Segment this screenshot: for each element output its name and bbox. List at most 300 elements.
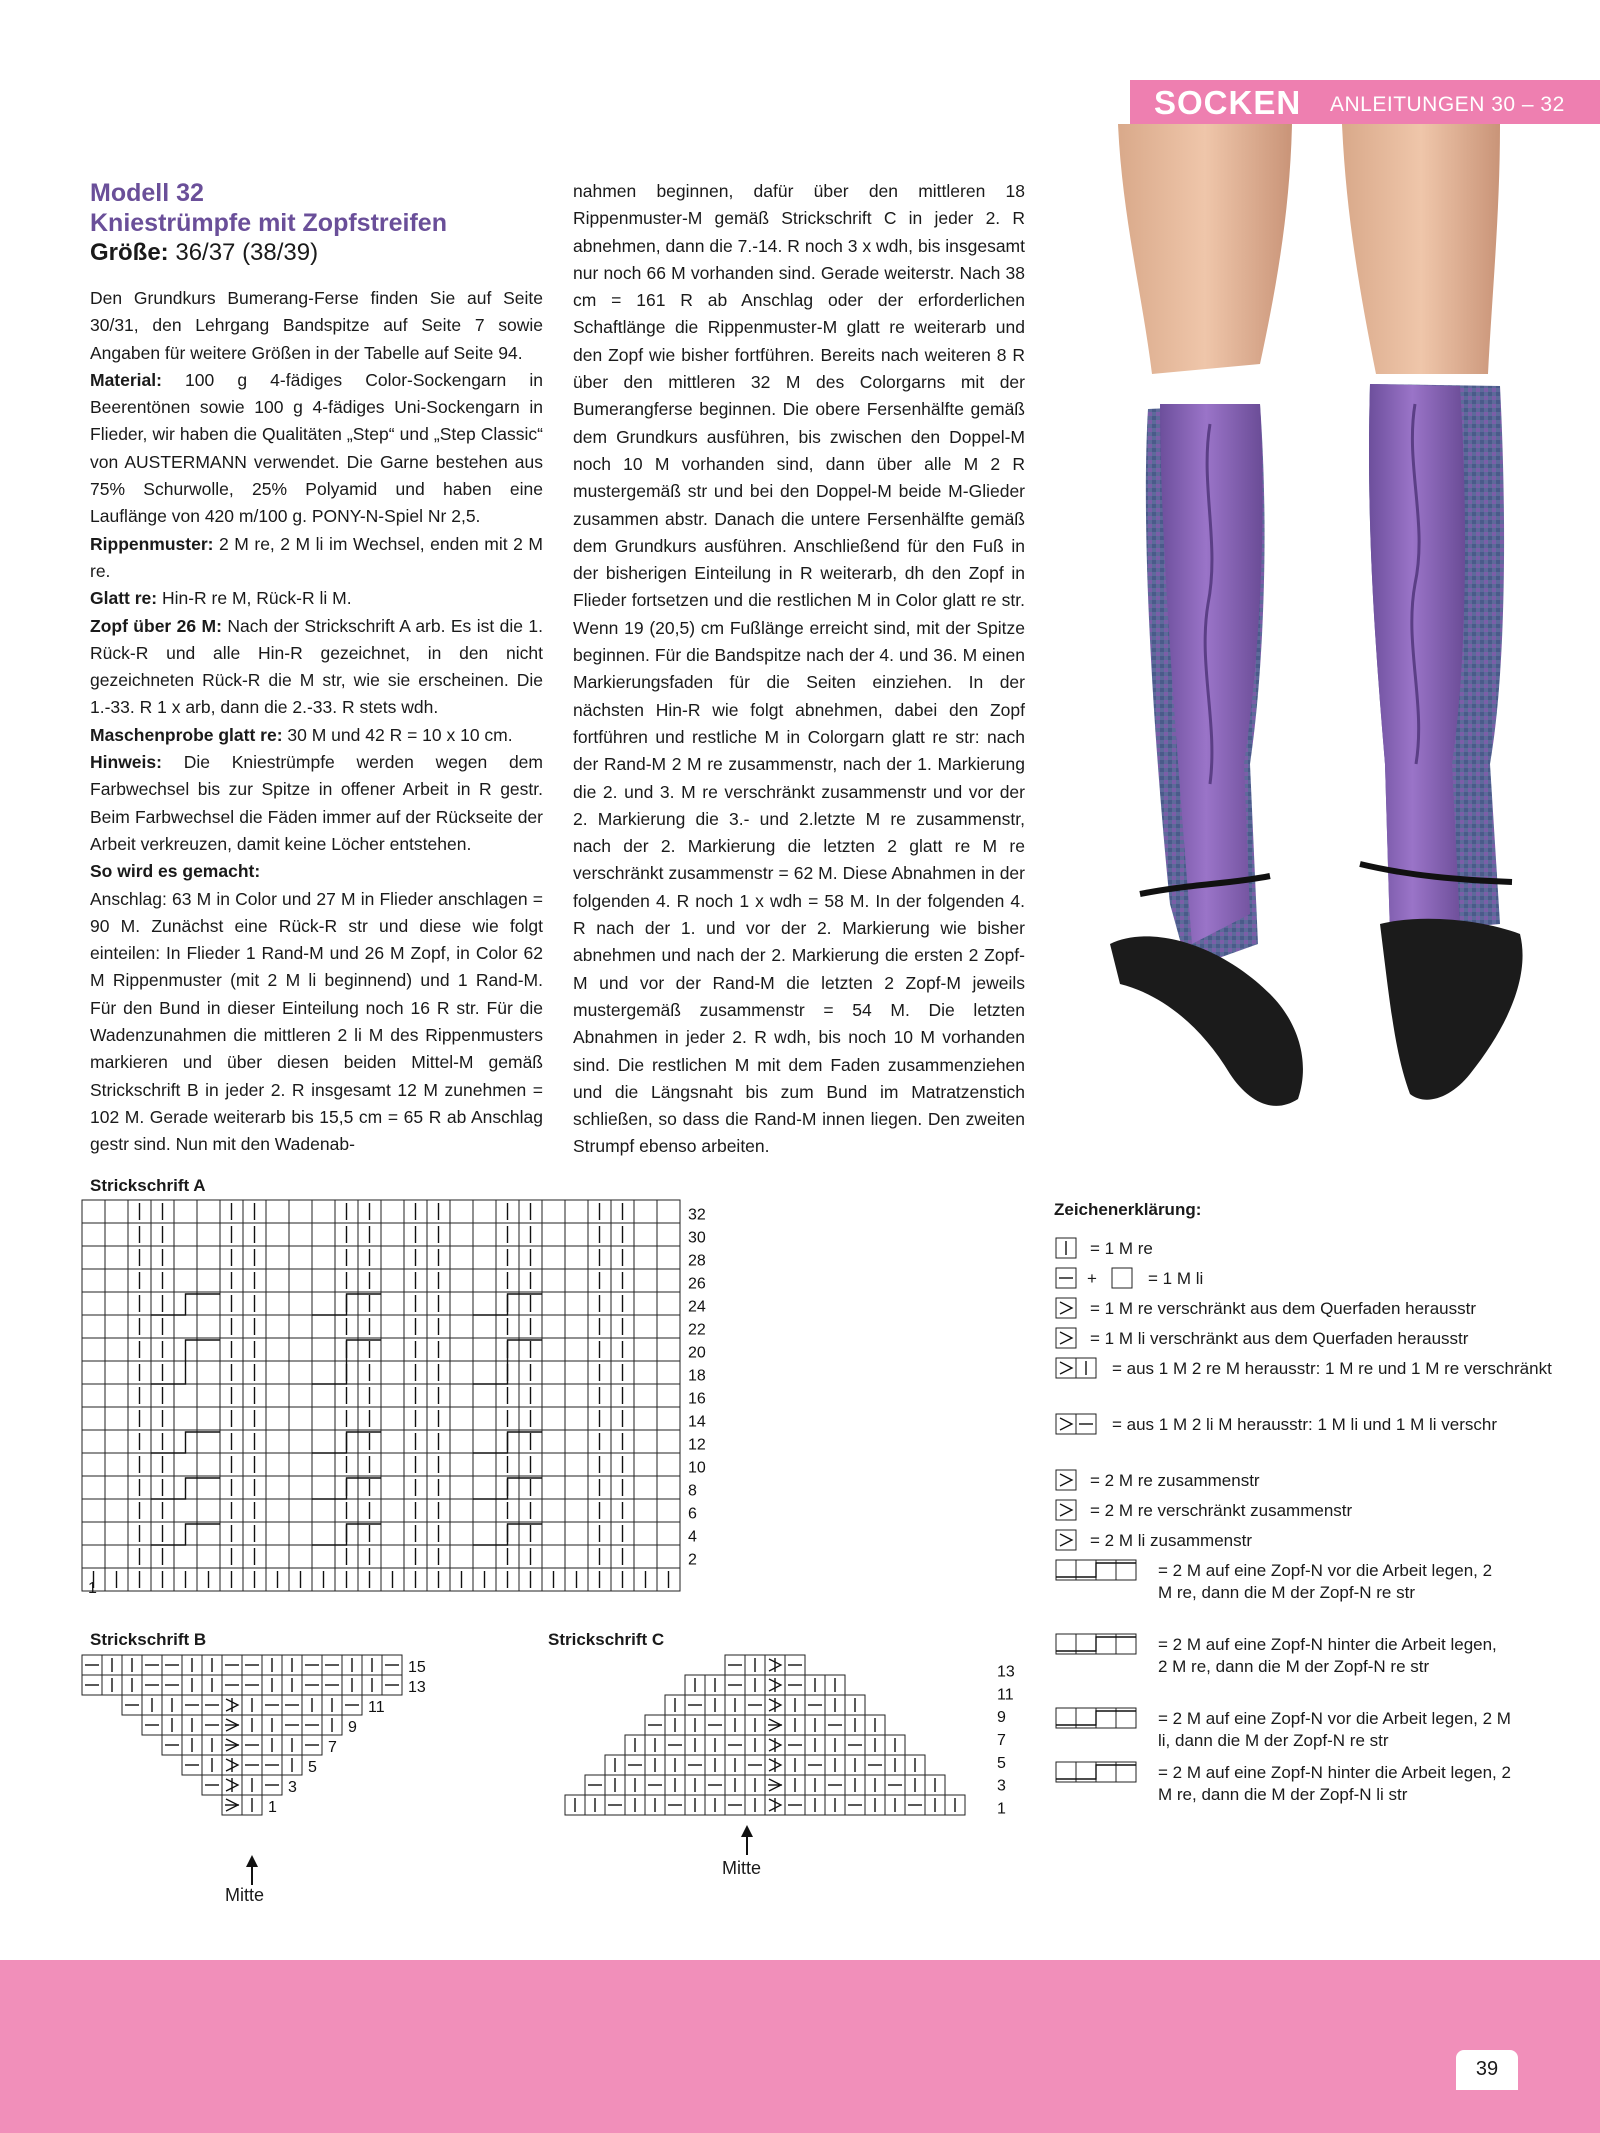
chart-a-cell [82, 1338, 105, 1361]
row-number: 1 [997, 1800, 1006, 1818]
chart-a-cell [542, 1430, 565, 1453]
chart-a-cell [565, 1361, 588, 1384]
chart-a-cell [634, 1200, 657, 1223]
chart-a-cell [542, 1223, 565, 1246]
chart-a-cell [312, 1361, 335, 1384]
row-number: 28 [688, 1252, 706, 1270]
chart-b-grid [82, 1655, 482, 1915]
chart-a-cell [289, 1200, 312, 1223]
row-number: 13 [997, 1663, 1015, 1681]
chart-a-cell [266, 1499, 289, 1522]
chart-a-cell [312, 1545, 335, 1568]
row-number: 30 [688, 1229, 706, 1247]
chart-a-cell [473, 1545, 496, 1568]
chart-a-cell [105, 1384, 128, 1407]
chart-a-cell [197, 1269, 220, 1292]
chart-a-cell [657, 1223, 680, 1246]
chart-a-cell [105, 1200, 128, 1223]
glatt-label: Glatt re: [90, 588, 158, 609]
legend-item-2: = 1 M li [1148, 1269, 1204, 1288]
chart-a-cell [266, 1200, 289, 1223]
chart-a-cell [266, 1407, 289, 1430]
chart-a-cell [312, 1476, 335, 1499]
chart-a-cell [197, 1407, 220, 1430]
legend-item-6: = aus 1 M 2 li M herausstr: 1 M li und 1 M li verschr [1112, 1415, 1497, 1434]
chart-a-cell [450, 1315, 473, 1338]
size-line [90, 238, 550, 268]
chart-a-cell [565, 1246, 588, 1269]
section-subtitle: ANLEITUNGEN 30 – 32 [1330, 93, 1565, 116]
chart-a-cell [381, 1476, 404, 1499]
product-photo [1060, 124, 1600, 1144]
row-number: 8 [688, 1482, 697, 1500]
chart-a-cell [289, 1361, 312, 1384]
row-number: 13 [408, 1679, 426, 1696]
chart-b-mitte: Mitte [225, 1885, 265, 1905]
chart-a-cell [542, 1292, 565, 1315]
chart-a-cell [565, 1292, 588, 1315]
material-text: 100 g 4-fädiges Color-Sockengarn in Beerentönen sowie 100 g 4-fädiges Uni-Sockengarn in Flieder, wir haben die Qualitäten „Step“ und „Step Classic“ von AUSTERMANN verwendet. Die Garne bestehen aus 75% Schurwolle, 25% Polyamid und haben eine Lauflänge von 420 m/100 g. PONY-N-Spiel Nr 2,5. [90, 369, 543, 527]
maschen-paragraph [90, 722, 543, 749]
chart-a-cell [312, 1453, 335, 1476]
chart-a-cell [381, 1292, 404, 1315]
rippen-text: 2 M re, 2 M li im Wechsel, enden mit 2 M re. [90, 533, 543, 581]
chart-a-cell [450, 1223, 473, 1246]
chart-a-cell [266, 1522, 289, 1545]
chart-a-cell [634, 1384, 657, 1407]
zopf-label: Zopf über 26 M: [90, 615, 222, 636]
chart-a-cell [542, 1361, 565, 1384]
chart-a-cell [82, 1522, 105, 1545]
chart-b-arrow-head [246, 1855, 258, 1867]
chart-a-cell [82, 1200, 105, 1223]
row-number: 16 [688, 1390, 706, 1408]
chart-a-cell [657, 1476, 680, 1499]
chart-a-cell [82, 1292, 105, 1315]
chart-a-cell [565, 1522, 588, 1545]
chart-c-row-numbers [997, 1663, 1015, 1817]
row-number: 9 [348, 1719, 357, 1736]
chart-a-cell [312, 1269, 335, 1292]
chart-a-cell [657, 1545, 680, 1568]
chart-a-cell [565, 1338, 588, 1361]
chart-a-cell [197, 1315, 220, 1338]
chart-a-cell [105, 1269, 128, 1292]
legend-plus: + [1087, 1269, 1097, 1288]
chart-a-cell [82, 1384, 105, 1407]
chart-a-cell [657, 1407, 680, 1430]
chart-a-cell [105, 1292, 128, 1315]
row-number: 11 [997, 1686, 1014, 1704]
chart-a-cell [381, 1499, 404, 1522]
size-value: 36/37 (38/39) [168, 239, 319, 266]
row-number: 6 [688, 1505, 697, 1523]
chart-a-cell [289, 1476, 312, 1499]
row-number: 1 [268, 1799, 277, 1816]
chart-a-cell [634, 1522, 657, 1545]
chart-a-cell [174, 1315, 197, 1338]
legend-item-9: = 2 M li zusammenstr [1090, 1531, 1253, 1550]
model-title: Kniestrümpfe mit Zopfstreifen [90, 209, 447, 237]
chart-a-cell [473, 1522, 496, 1545]
chart-c-grid [545, 1655, 1015, 1885]
chart-a-cell [312, 1200, 335, 1223]
chart-a-cell [565, 1430, 588, 1453]
chart-a-cell [174, 1384, 197, 1407]
legend-item-12: = 2 M auf eine Zopf-N vor die Arbeit legen, 2 M li, dann die M der Zopf-N re str [1158, 1709, 1511, 1750]
chart-a-cell [82, 1453, 105, 1476]
instructions-continued: nahmen beginnen, dafür über den mittleren 18 Rippenmuster-M gemäß Strickschrift C in jeder 2. R abnehmen, dann die 7.-14. R noch 3 x wdh, bis insgesamt nur noch 66 M vorhanden sind. Gerade weiterstr. Nach 38 cm = 161 R ab Anschlag oder der erforderlichen Schaftlänge die Rippenmuster-M glatt re weiterarb und den Zopf wie bisher fortführen. Bereits nach weiteren 8 R über den mittleren 32 M des Colorgarns mit der Bumerangferse beginnen. Die obere Fersenhälfte gemäß dem Grundkurs ausführen, bis zwischen den Doppel-M noch 10 M vorhanden sind, dann über alle M 2 R mustergemäß str und bei den Doppel-M beide M-Glieder zusammen abstr. Danach die untere Fersenhälfte gemäß dem Grundkurs ausführen. Anschließend für den Fuß in der bisherigen Einteilung in R weiterarb, dh den Zopf in Flieder fortsetzen und die restlichen M in Color glatt re str. Wenn 19 (20,5) cm Fußlänge erreicht sind, mit der Spitze beginnen. Für die Bandspitze nach der 4. und 36. M einen Markierungsfaden für die Seiten einziehen. In der nächsten Hin-R wie folgt abnehmen, dabei den Zopf fortführen und restliche M in Colorgarn glatt re str: nach der Rand-M 2 M re zusammenstr, nach der 1. Markierung die 2. und 3. M re verschränkt zusammenstr und vor der 2. Markierung die 3.- und 2.letzte M re zusammenstr, nach der 2. Markierung die letzten 2 glatt re M re verschränkt zusammenstr = 62 M. Diese Abnahmen in der folgenden 4. R noch 1 x wdh = 58 M. In der folgenden 4. R nach der 1. und vor der 2. Markierung wie bisher abnehmen und nach der 2. Markierung die ersten 2 Zopf-M und vor der Rand-M die letzten 2 Zopf-M jeweils mustergemäß zusammenstr = 54 M. Die letzten Abnahmen in jeder 2. R wdh, bis noch 10 M vorhanden sind. Die restlichen M mit dem Faden zusammenziehen und die Längsnaht bis zum Bund im Matratzenstich schließen, so dass die Rand-M innen liegen. Den zweiten Strumpf ebenso arbeiten. [573, 181, 1025, 1157]
chart-a-cell [634, 1292, 657, 1315]
chart-a-cell [657, 1499, 680, 1522]
chart-a-cell [197, 1361, 220, 1384]
chart-a-cell [312, 1223, 335, 1246]
chart-a-cell [197, 1338, 220, 1361]
sowird-heading [90, 858, 543, 885]
chart-a-cell [450, 1499, 473, 1522]
rippen-paragraph [90, 531, 543, 586]
chart-a-cell [634, 1476, 657, 1499]
chart-a-cell [565, 1269, 588, 1292]
row-number: 15 [408, 1659, 426, 1676]
chart-a-cell [657, 1522, 680, 1545]
chart-a-cells [82, 1200, 680, 1591]
chart-a-cell [450, 1545, 473, 1568]
chart-a-cell [473, 1292, 496, 1315]
chart-a-cell [542, 1200, 565, 1223]
chart-a-cell [634, 1315, 657, 1338]
chart-a-cell [197, 1223, 220, 1246]
chart-a-cell [657, 1315, 680, 1338]
legend-title: Zeichenerklärung: [1054, 1200, 1202, 1219]
row-number: 12 [688, 1436, 706, 1454]
chart-a-cell [542, 1315, 565, 1338]
article-heading [90, 178, 550, 268]
chart-a-cell [634, 1453, 657, 1476]
chart-a-row-numbers [688, 1207, 706, 1569]
chart-a-cell [197, 1453, 220, 1476]
chart-a-cell [266, 1545, 289, 1568]
chart-a-first-row: 1 [88, 1580, 97, 1597]
chart-a-cell [657, 1269, 680, 1292]
row-number: 5 [997, 1754, 1006, 1772]
chart-a-cell [634, 1361, 657, 1384]
maschen-text: 30 M und 42 R = 10 x 10 cm. [282, 724, 513, 745]
chart-c-mitte: Mitte [722, 1858, 762, 1878]
chart-a-cell [450, 1430, 473, 1453]
chart-a-cell [450, 1361, 473, 1384]
chart-a-cell [381, 1246, 404, 1269]
chart-a-cell [657, 1338, 680, 1361]
chart-a-cell [312, 1246, 335, 1269]
chart-a-cell [197, 1246, 220, 1269]
chart-a-cell [266, 1223, 289, 1246]
chart-a-cell [473, 1200, 496, 1223]
row-number: 10 [688, 1459, 706, 1477]
chart-a-cell [634, 1269, 657, 1292]
chart-a-cell [634, 1545, 657, 1568]
chart-a-cell [266, 1292, 289, 1315]
chart-a-cell [289, 1499, 312, 1522]
chart-a-cell [381, 1545, 404, 1568]
chart-a-cell [289, 1269, 312, 1292]
chart-a-cell [565, 1384, 588, 1407]
chart-a-cell [565, 1223, 588, 1246]
chart-a-cell [381, 1223, 404, 1246]
chart-a-cell [542, 1499, 565, 1522]
chart-a-cell [473, 1269, 496, 1292]
chart-a-cell [105, 1338, 128, 1361]
row-number: 32 [688, 1206, 706, 1224]
chart-a-cell [312, 1499, 335, 1522]
chart-a-cell [657, 1430, 680, 1453]
chart-a-cell [634, 1499, 657, 1522]
size-label: Größe: [90, 239, 169, 266]
chart-c-arrow-head [741, 1825, 753, 1837]
chart-a-cell [266, 1361, 289, 1384]
chart-a-cell [657, 1246, 680, 1269]
chart-a-cell [565, 1407, 588, 1430]
chart-a-cell [565, 1315, 588, 1338]
chart-a-cell [473, 1384, 496, 1407]
row-number: 18 [688, 1367, 706, 1385]
chart-a-cell [289, 1384, 312, 1407]
legend-item-13: = 2 M auf eine Zopf-N hinter die Arbeit legen, 2 M re, dann die M der Zopf-N li str [1158, 1763, 1511, 1804]
instructions-paragraph: Anschlag: 63 M in Color und 27 M in Flieder anschlagen = 90 M. Zunächst eine Rück-R str und diese wie folgt einteilen: In Flieder 1 Rand-M und 26 M Zopf, in Color 62 M Rippenmuster (mit 2 M li beginnend) und 1 Rand-M. Für den Bund in dieser Einteilung noch 16 R str. Für die Wadenzunahmen die mittleren 2 li M des Rippenmusters markieren und über diesen beiden Mittel-M gemäß Strickschrift B in jeder 2. R insgesamt 12 M zunehmen = 102 M. Gerade weiterarb bis 15,5 cm = 65 R ab Anschlag gestr sind. Nun mit den Wadenab- [90, 888, 543, 1155]
legend-item-11: = 2 M auf eine Zopf-N hinter die Arbeit legen, 2 M re, dann die M der Zopf-N re str [1158, 1635, 1497, 1676]
chart-a-cell [289, 1545, 312, 1568]
chart-a-title: Strickschrift A [90, 1176, 206, 1195]
maschen-label: Maschenprobe glatt re: [90, 724, 283, 745]
chart-a-cell [197, 1545, 220, 1568]
chart-a-cell [473, 1315, 496, 1338]
chart-a-grid [82, 1200, 772, 1620]
row-number: 26 [688, 1275, 706, 1293]
chart-a-cell [312, 1522, 335, 1545]
chart-a-cell [381, 1407, 404, 1430]
row-number: 7 [997, 1732, 1006, 1749]
chart-a-cell [289, 1338, 312, 1361]
chart-a-cell [105, 1545, 128, 1568]
row-number: 3 [997, 1777, 1006, 1795]
chart-a-cell [565, 1499, 588, 1522]
chart-a-cell [174, 1223, 197, 1246]
chart-a-cell [565, 1545, 588, 1568]
chart-a-cell [82, 1407, 105, 1430]
section-title: SOCKEN [1154, 84, 1302, 121]
chart-a-cell [381, 1384, 404, 1407]
hinweis-text: Die Kniestrümpfe werden wegen dem Farbwechsel bis zur Spitze in offener Arbeit in R gestr. Beim Farbwechsel die Fäden immer auf der Rückseite der Arbeit verkreuzen, damit keine Löcher entstehen. [90, 752, 543, 854]
chart-a-cell [82, 1476, 105, 1499]
row-number: 4 [688, 1528, 697, 1546]
chart-a-cell [450, 1407, 473, 1430]
chart-a-cell [289, 1453, 312, 1476]
material-label: Material: [90, 369, 162, 390]
chart-a-cell [565, 1476, 588, 1499]
chart-a-cell [542, 1246, 565, 1269]
chart-a-cell [266, 1269, 289, 1292]
chart-a-cell [266, 1430, 289, 1453]
chart-a-cell [657, 1384, 680, 1407]
chart-a-cell [174, 1499, 197, 1522]
chart-a-cell [450, 1200, 473, 1223]
legend-item-1: = 1 M re [1090, 1239, 1153, 1258]
footer-band [0, 1960, 1600, 2133]
row-number: 5 [308, 1759, 317, 1776]
legend-item-4: = 1 M li verschränkt aus dem Querfaden herausstr [1090, 1329, 1469, 1348]
chart-a-cell [657, 1200, 680, 1223]
chart-a-cell [381, 1361, 404, 1384]
text-column-1 [90, 285, 543, 1159]
chart-a-cell [450, 1246, 473, 1269]
chart-a-cell [542, 1407, 565, 1430]
zopf-paragraph [90, 613, 543, 722]
chart-a-cell [289, 1223, 312, 1246]
chart-b-title: Strickschrift B [90, 1630, 207, 1649]
chart-a-cell [381, 1522, 404, 1545]
chart-a-cell [450, 1522, 473, 1545]
chart-a-cell [473, 1453, 496, 1476]
chart-a-cell [105, 1453, 128, 1476]
chart-a-cell [197, 1430, 220, 1453]
chart-a-cell [450, 1384, 473, 1407]
chart-a-cell [542, 1545, 565, 1568]
chart-a-cell [266, 1315, 289, 1338]
chart-a-cell [174, 1453, 197, 1476]
chart-a-cell [657, 1361, 680, 1384]
glatt-text: Hin-R re M, Rück-R li M. [157, 588, 352, 609]
chart-a-cell [289, 1292, 312, 1315]
chart-a-cell [381, 1315, 404, 1338]
chart-a-cell [542, 1384, 565, 1407]
legend-item-8: = 2 M re verschränkt zusammenstr [1090, 1501, 1353, 1520]
chart-a-cell [381, 1453, 404, 1476]
chart-a-cell [450, 1292, 473, 1315]
chart-a-cell [105, 1476, 128, 1499]
chart-a-cell [289, 1430, 312, 1453]
chart-a-cell [197, 1384, 220, 1407]
chart-a-cell [174, 1200, 197, 1223]
chart-a-cell [381, 1200, 404, 1223]
chart-a-cell [657, 1292, 680, 1315]
chart-a-cell [312, 1384, 335, 1407]
chart-a-cell [381, 1269, 404, 1292]
chart-a-cell [105, 1223, 128, 1246]
chart-a-cell [105, 1499, 128, 1522]
chart-a-cell [634, 1430, 657, 1453]
row-number: 14 [688, 1413, 706, 1431]
chart-a-cell [289, 1246, 312, 1269]
row-number: 9 [997, 1709, 1006, 1727]
chart-a-cell [312, 1407, 335, 1430]
row-number: 24 [688, 1298, 706, 1316]
chart-a-cell [473, 1407, 496, 1430]
legend-item-10: = 2 M auf eine Zopf-N vor die Arbeit legen, 2 M re, dann die M der Zopf-N re str [1158, 1561, 1493, 1602]
chart-a-cell [634, 1246, 657, 1269]
chart-a-cell [473, 1476, 496, 1499]
hinweis-paragraph [90, 749, 543, 858]
chart-a-cell [473, 1246, 496, 1269]
chart-a-cell [450, 1453, 473, 1476]
chart-a-cell [266, 1453, 289, 1476]
chart-a-cell [312, 1430, 335, 1453]
chart-a-cell [289, 1522, 312, 1545]
chart-a-cell [82, 1499, 105, 1522]
chart-a-cell [82, 1223, 105, 1246]
sowird-label: So wird es gemacht: [90, 861, 261, 882]
chart-a-cell [197, 1499, 220, 1522]
chart-a-cell [542, 1476, 565, 1499]
chart-a-cell [82, 1430, 105, 1453]
chart-a-cell [381, 1430, 404, 1453]
chart-a-cell [657, 1453, 680, 1476]
legend-texts [1054, 1238, 1574, 1818]
chart-a-cell [542, 1522, 565, 1545]
page-number: 39 [1475, 2058, 1499, 2080]
chart-a-cell [634, 1223, 657, 1246]
chart-a-cell [312, 1338, 335, 1361]
chart-a-cell [82, 1315, 105, 1338]
chart-a-cell [105, 1361, 128, 1384]
chart-a-cell [473, 1499, 496, 1522]
row-number: 11 [368, 1699, 385, 1716]
intro-paragraph: Den Grundkurs Bumerang-Ferse finden Sie auf Seite 30/31, den Lehrgang Bandspitze auf Seite 7 sowie Angaben für weitere Größen in der Tabelle auf Seite 94. [90, 288, 543, 363]
chart-a-cell [266, 1338, 289, 1361]
glatt-paragraph [90, 585, 543, 612]
chart-a-cell [266, 1384, 289, 1407]
legend-item-3: = 1 M re verschränkt aus dem Querfaden herausstr [1090, 1299, 1476, 1318]
chart-a-cell [197, 1522, 220, 1545]
chart-a-cell [450, 1269, 473, 1292]
material-paragraph [90, 367, 543, 531]
chart-a-cell [450, 1476, 473, 1499]
chart-a-cell [82, 1545, 105, 1568]
chart-a-cell [105, 1315, 128, 1338]
chart-a-cell [634, 1407, 657, 1430]
chart-a-cell [105, 1522, 128, 1545]
chart-a-cell [174, 1407, 197, 1430]
chart-a-cell [197, 1292, 220, 1315]
chart-a-cell [542, 1338, 565, 1361]
zopf-text: Nach der Strickschrift A arb. Es ist die 1. Rück-R und alle Hin-R gezeichnet, in den nicht gezeichneten Rück-R die M str, wie sie erscheinen. Die 1.-33. R 1 x arb, dann die 2.-33. R stets wdh. [90, 615, 543, 718]
legend-item-5: = aus 1 M 2 re M herausstr: 1 M re und 1 M re verschränkt [1112, 1359, 1552, 1378]
chart-a-cell [289, 1315, 312, 1338]
row-number: 22 [688, 1321, 706, 1339]
chart-c-title: Strickschrift C [548, 1630, 665, 1649]
legend-item-7: = 2 M re zusammenstr [1090, 1471, 1260, 1490]
chart-a-cell [197, 1200, 220, 1223]
chart-a-cell [473, 1430, 496, 1453]
row-number: 2 [688, 1551, 697, 1569]
chart-a-cell [450, 1338, 473, 1361]
row-number: 7 [328, 1739, 337, 1756]
chart-a-cell [197, 1476, 220, 1499]
chart-a-cell [266, 1246, 289, 1269]
chart-a-cell [473, 1223, 496, 1246]
chart-a-cell [174, 1246, 197, 1269]
chart-a-cell [312, 1315, 335, 1338]
chart-a-cell [381, 1338, 404, 1361]
chart-a-cell [174, 1545, 197, 1568]
chart-a-cell [312, 1292, 335, 1315]
chart-a-cell [542, 1269, 565, 1292]
chart-a-cell [634, 1338, 657, 1361]
row-number: 3 [288, 1779, 297, 1796]
chart-a-cell [473, 1338, 496, 1361]
chart-a-cell [105, 1246, 128, 1269]
chart-a-cell [565, 1453, 588, 1476]
chart-a-cell [542, 1453, 565, 1476]
